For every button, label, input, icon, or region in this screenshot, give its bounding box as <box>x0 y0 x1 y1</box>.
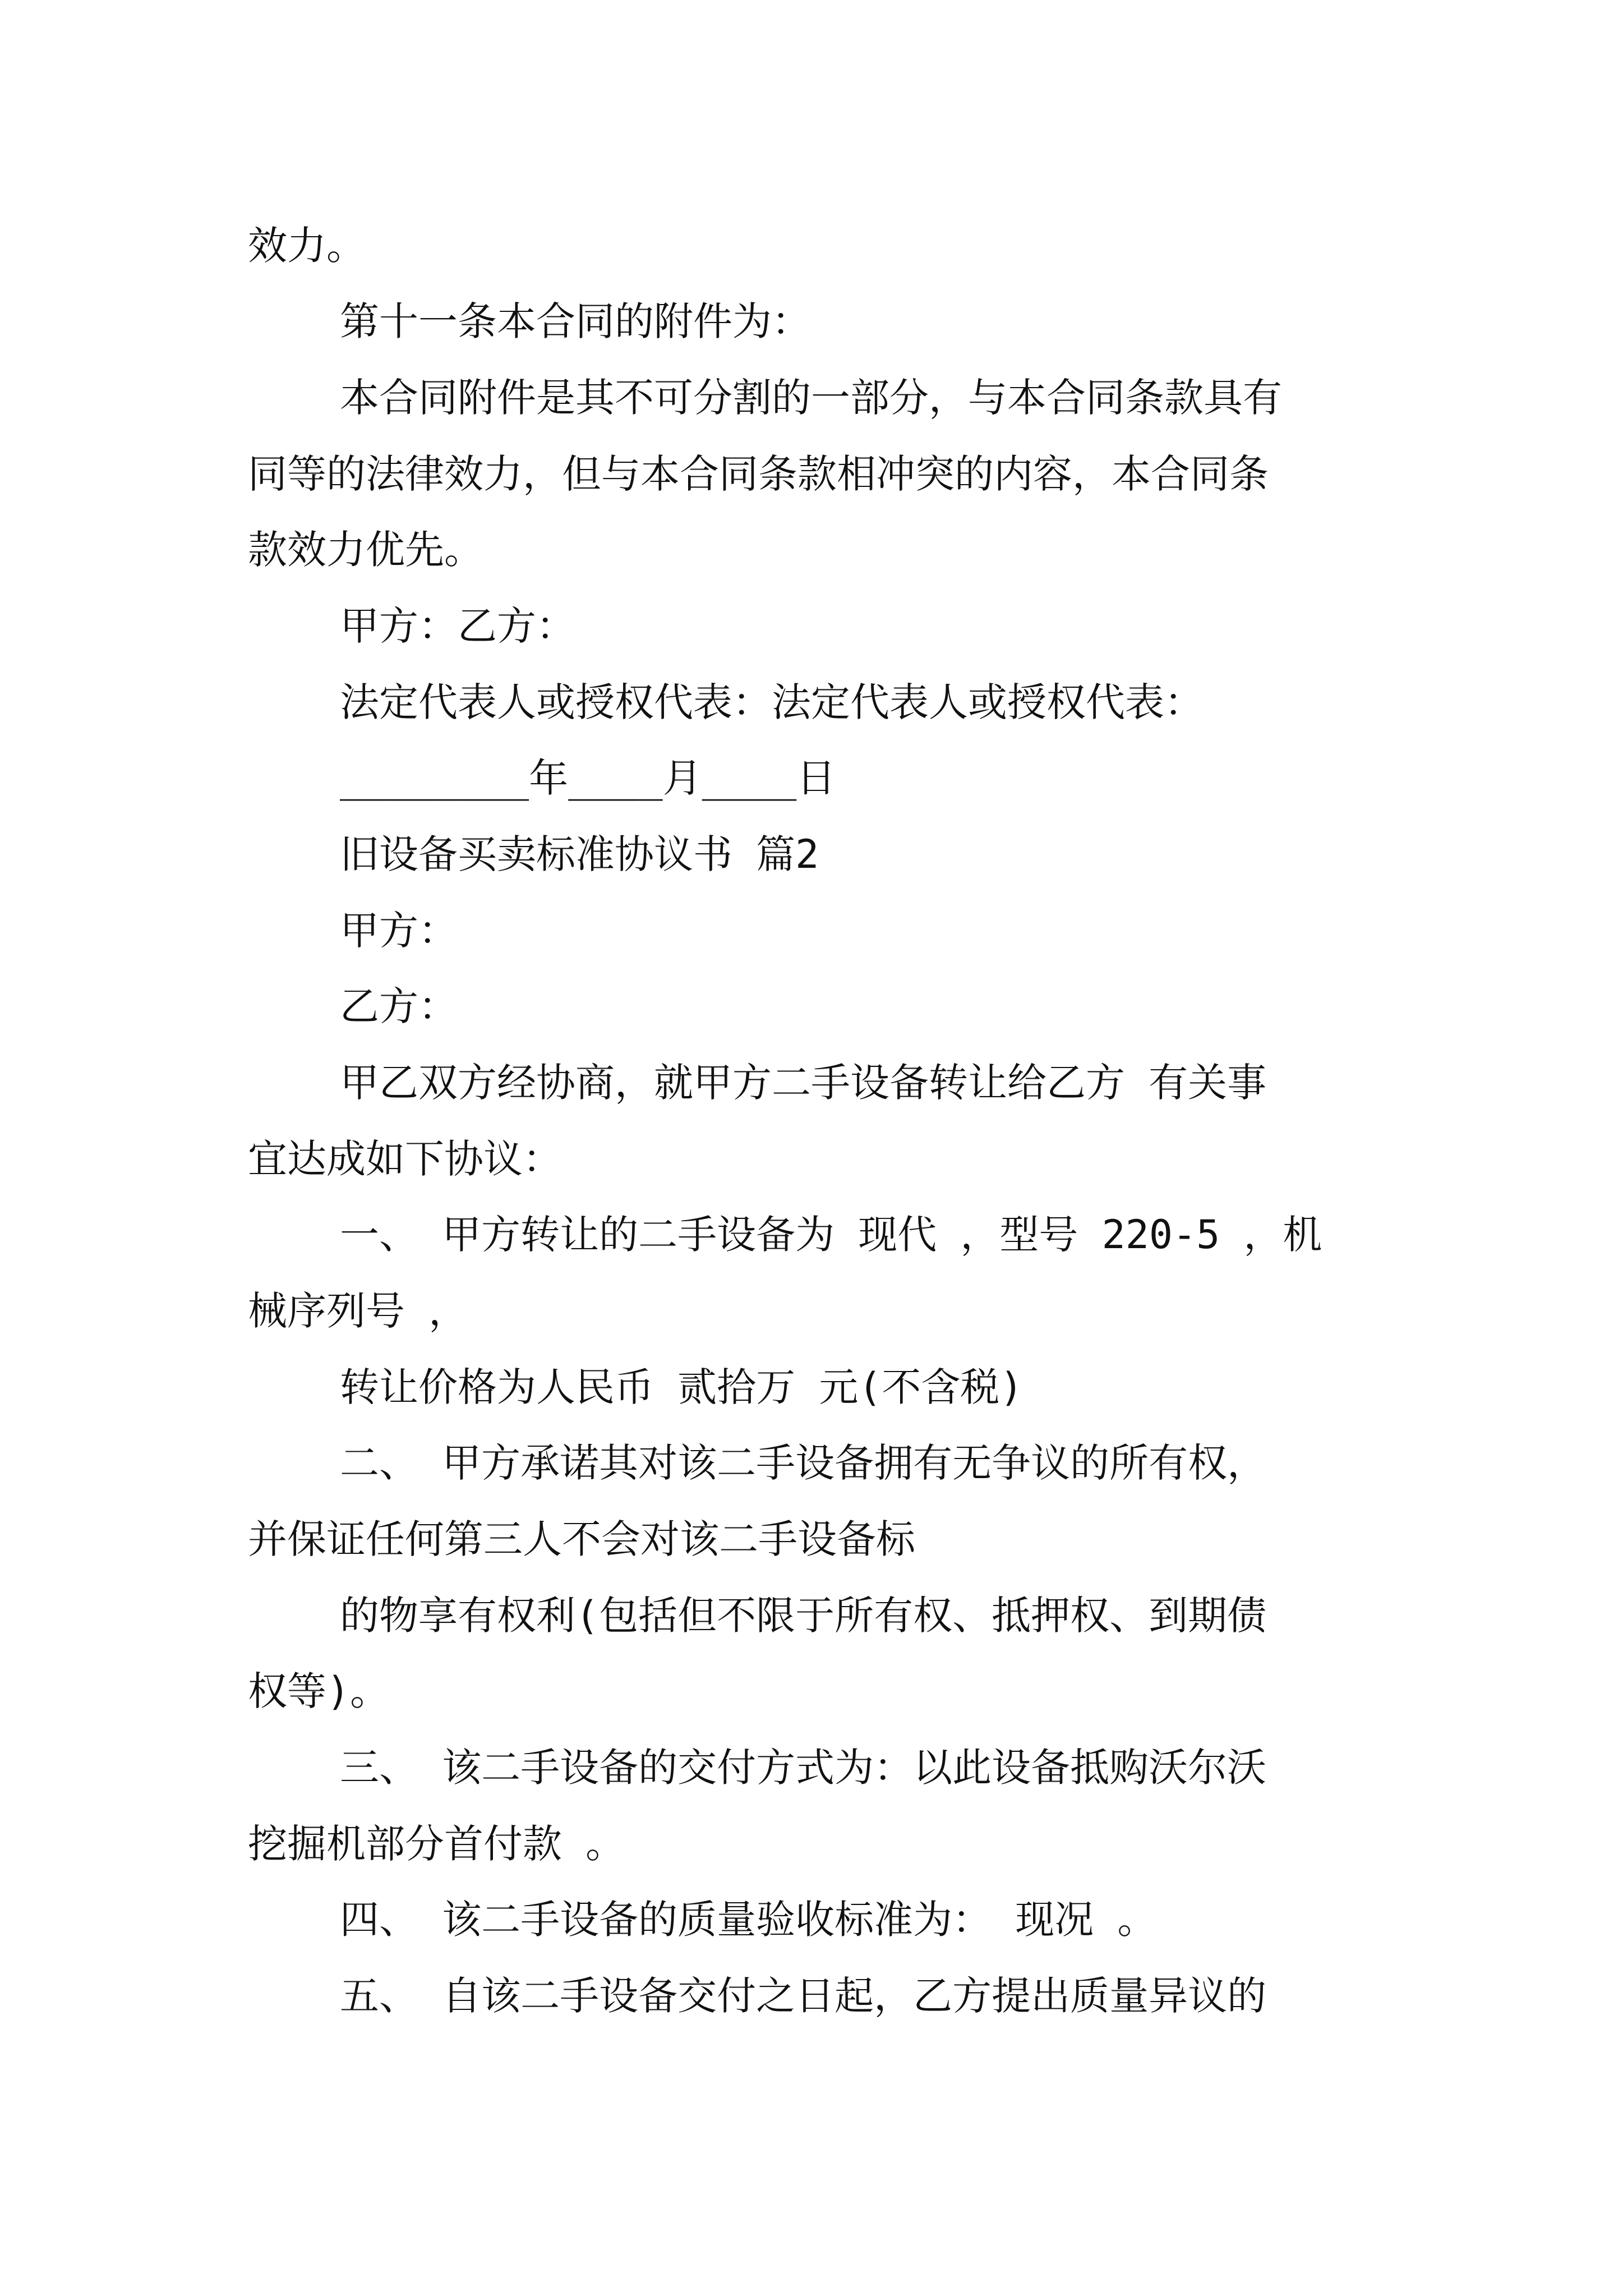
text-line: 甲方：乙方： <box>340 603 575 649</box>
text-line: 第十一条本合同的附件为： <box>340 298 811 344</box>
text-line: 款效力优先。 <box>248 527 483 573</box>
date-line: ________年____月____日 <box>340 755 836 801</box>
text-line: 宜达成如下协议： <box>248 1136 562 1182</box>
text-line: 转让价格为人民币 贰拾万 元(不含税) <box>340 1364 1023 1410</box>
text-line: 挖掘机部分首付款 。 <box>248 1821 625 1867</box>
text-line: 并保证任何第三人不会对该二手设备标 <box>248 1516 915 1562</box>
section-title: 旧设备买卖标准协议书 篇2 <box>340 831 819 877</box>
text-line: 二、 甲方承诺其对该二手设备拥有无争议的所有权， <box>340 1440 1267 1486</box>
text-line: 本合同附件是其不可分割的一部分，与本合同条款具有 <box>340 375 1282 421</box>
text-line: 效力。 <box>248 223 366 269</box>
text-line: 甲方： <box>340 908 458 954</box>
text-line: 械序列号 ， <box>248 1288 468 1334</box>
text-line: 权等)。 <box>248 1668 390 1714</box>
text-line: 三、 该二手设备的交付方式为：以此设备抵购沃尔沃 <box>340 1745 1267 1791</box>
text-line: 法定代表人或授权代表：法定代表人或授权代表： <box>340 679 1204 725</box>
text-line: 五、 自该二手设备交付之日起，乙方提出质量异议的 <box>340 1973 1267 2019</box>
text-line: 甲乙双方经协商，就甲方二手设备转让给乙方 有关事 <box>340 1060 1267 1106</box>
text-line: 同等的法律效力，但与本合同条款相冲突的内容，本合同条 <box>248 451 1269 497</box>
text-line: 一、 甲方转让的二手设备为 现代 ，型号 220-5 ，机 <box>340 1212 1322 1258</box>
text-line: 四、 该二手设备的质量验收标准为： 现况 。 <box>340 1897 1157 1943</box>
text-line: 的物享有权利(包括但不限于所有权、抵押权、到期债 <box>340 1593 1267 1639</box>
text-line: 乙方： <box>340 983 458 1029</box>
